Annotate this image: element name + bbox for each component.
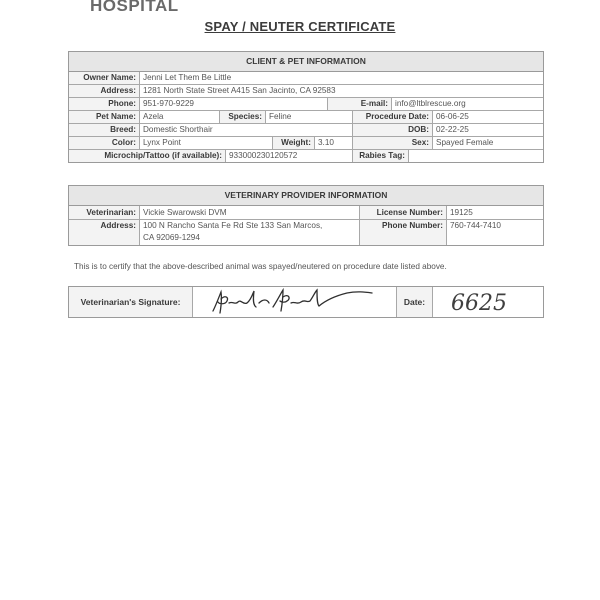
dob-value: 02-22-25: [436, 125, 469, 134]
vet-provider-heading: VETERINARY PROVIDER INFORMATION: [69, 186, 543, 206]
certificate-title: [0, 19, 600, 34]
sex-label: Sex:: [353, 137, 433, 149]
hospital-name: HOSPITAL: [90, 0, 179, 15]
date-label: Date:: [397, 287, 433, 317]
owner-label: Owner Name:: [69, 72, 140, 84]
phone-value: 951-970-9229: [140, 98, 328, 110]
microchip-value: 933000230120572: [226, 150, 353, 162]
weight-value: 3.10: [315, 137, 353, 149]
license-value: 19125: [450, 208, 473, 217]
vet-address-line1: 100 N Rancho Santa Fe Rd Ste 133 San Marcos,: [143, 221, 323, 230]
vet-address-label: Address:: [69, 220, 140, 245]
vet-phone-label: Phone Number:: [360, 220, 447, 245]
address-row: [69, 85, 543, 98]
species-label: Species:: [220, 111, 266, 123]
signature-row: [68, 286, 544, 318]
procedure-date-value: 06-06-25: [436, 112, 469, 121]
email-value: info@ltblrescue.org: [395, 99, 466, 108]
procedure-date-label: Procedure Date:: [353, 111, 433, 123]
rabies-tag-value: [409, 150, 543, 162]
pet-name-label: Pet Name:: [69, 111, 140, 123]
veterinarian-value: Vickie Swarowski DVM: [140, 206, 360, 219]
owner-row: [69, 72, 543, 85]
color-label: Color:: [69, 137, 140, 149]
dob-label: DOB:: [353, 124, 433, 136]
breed-row: [69, 124, 543, 137]
pet-name-value: Azela: [140, 111, 220, 123]
vet-address-line2: CA 92069-1294: [143, 233, 200, 242]
vet-provider-section: [68, 185, 544, 246]
client-pet-heading: CLIENT & PET INFORMATION: [69, 52, 543, 72]
email-label: E-mail:: [328, 98, 392, 110]
address-value: 1281 North State Street A415 San Jacinto, CA 92583: [143, 86, 336, 95]
rabies-tag-label: Rabies Tag:: [353, 150, 409, 162]
species-value: Feline: [266, 111, 353, 123]
chip-row: [69, 150, 543, 162]
handwritten-date-text: 6625: [451, 291, 507, 316]
date-area: [433, 287, 543, 317]
certification-statement: This is to certify that the above-described animal was spayed/neutered on procedure date listed above.: [74, 262, 447, 271]
vet-address-row: [69, 220, 543, 245]
weight-label: Weight:: [273, 137, 315, 149]
handwritten-date: [433, 287, 543, 317]
sex-value: Spayed Female: [436, 138, 494, 147]
license-label: License Number:: [360, 206, 447, 219]
phone-label: Phone:: [69, 98, 140, 110]
veterinarian-label: Veterinarian:: [69, 206, 140, 219]
microchip-label: Microchip/Tattoo (if available):: [69, 150, 226, 162]
certificate-title-text: SPAY / NEUTER CERTIFICATE: [204, 19, 396, 34]
vet-row: [69, 206, 543, 220]
address-label: Address:: [69, 85, 140, 97]
signature-label: Veterinarian's Signature:: [69, 287, 193, 317]
color-row: [69, 137, 543, 150]
color-value: Lynx Point: [140, 137, 273, 149]
breed-value: Domestic Shorthair: [140, 124, 353, 136]
signature-area: [193, 287, 397, 317]
vet-phone-value: 760-744-7410: [450, 221, 501, 230]
pet-row: [69, 111, 543, 124]
vet-address-value: [140, 220, 360, 245]
owner-value: Jenni Let Them Be Little: [143, 73, 232, 82]
client-pet-section: [68, 51, 544, 163]
handwritten-signature: [207, 287, 407, 317]
phone-row: [69, 98, 543, 111]
breed-label: Breed:: [69, 124, 140, 136]
